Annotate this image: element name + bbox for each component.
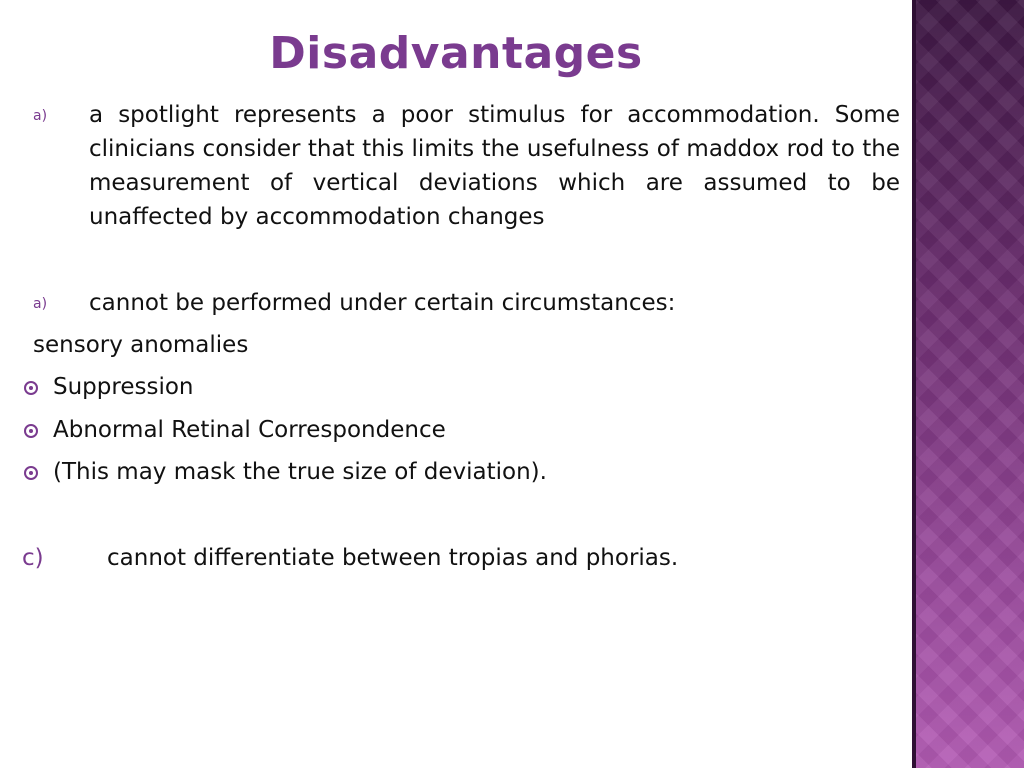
item-a-text: a spotlight represents a poor stimulus for accommodation. Some clinicians consider that this limits the usefulness of maddox rod to the measurement of vertical deviations which are assumed to be unaffected by accommodation changes — [89, 102, 900, 230]
bullet-item-mask-note: (This may mask the true size of deviation). — [53, 459, 547, 485]
item-c-marker: c) — [22, 545, 44, 571]
slide-title: Disadvantages — [269, 28, 643, 79]
item-b-text: cannot be performed under certain circumstances: — [89, 290, 676, 316]
item-b-marker: a) — [33, 296, 48, 312]
item-c-text: cannot differentiate between tropias and phorias. — [107, 545, 679, 571]
bullet-item-arc: Abnormal Retinal Correspondence — [53, 417, 446, 443]
bullet-icon — [24, 381, 38, 395]
sensory-anomalies-subheading: sensory anomalies — [33, 332, 249, 358]
decorative-side-band — [912, 0, 1024, 768]
bullet-item-suppression: Suppression — [53, 374, 194, 400]
item-a-marker: a) — [33, 108, 48, 124]
bullet-icon — [24, 424, 38, 438]
bullet-icon — [24, 466, 38, 480]
side-band-edge — [912, 0, 916, 768]
